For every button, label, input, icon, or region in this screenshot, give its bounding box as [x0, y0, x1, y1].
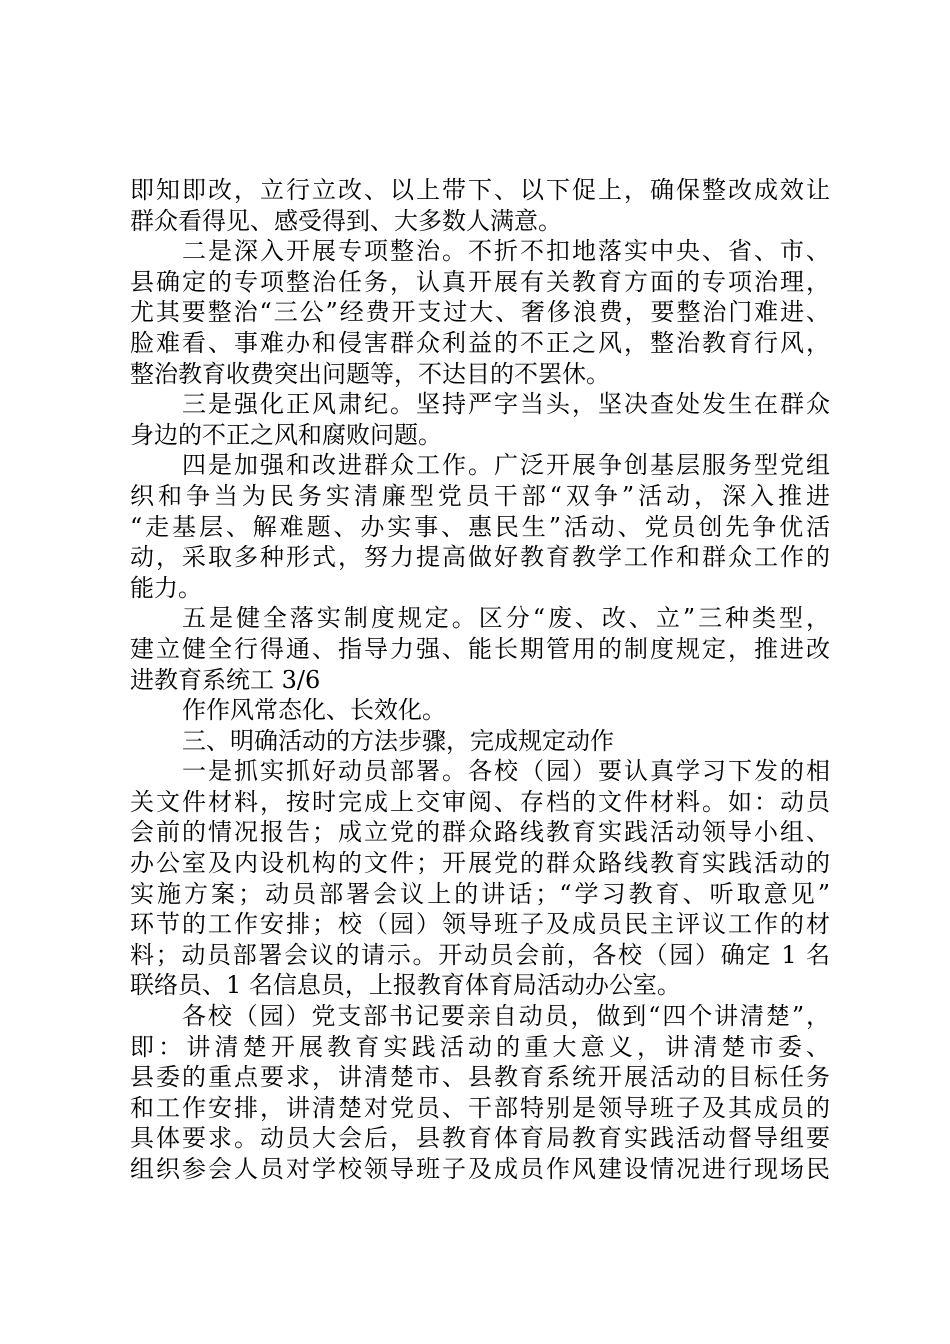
text-line: 联络员、1 名信息员，上报教育体育局活动办公室。 — [130, 971, 681, 1000]
text-line: 二是深入开展专项整治。不折不扣地落实中央、省、市、 — [182, 237, 830, 266]
text-line: 脸难看、事难办和侵害群众利益的不正之风，整治教育行风， — [130, 328, 830, 357]
text-line: 能力。 — [130, 573, 202, 602]
text-line: 办公室及内设机构的文件；开展党的群众路线教育实践活动的 — [130, 849, 830, 878]
text-line: 建立健全行得通、指导力强、能长期管用的制度规定，推进改 — [130, 634, 830, 663]
text-line: 组织参会人员对学校领导班子及成员作风建设情况进行现场民 — [130, 1155, 830, 1183]
text-line: 三是强化正风肃纪。坚持严字当头，坚决查处发生在群众 — [182, 390, 830, 419]
text-line: 尤其要整治“三公”经费开支过大、奢侈浪费，要整治门难进、 — [130, 298, 830, 327]
text-line: 具体要求。动员大会后，县教育体育局教育实践活动督导组要 — [130, 1124, 830, 1153]
section-heading: 三、明确活动的方法步骤，完成规定动作 — [182, 726, 614, 755]
text-line: 环节的工作安排；校（园）领导班子及成员民主评议工作的材 — [130, 910, 830, 939]
text-line: 动，采取多种形式，努力提高做好教育教学工作和群众工作的 — [130, 543, 830, 572]
text-line: 整治教育收费突出问题等，不达目的不罢休。 — [130, 359, 610, 388]
text-line: 县委的重点要求，讲清楚市、县教育系统开展活动的目标任务 — [130, 1063, 830, 1092]
text-line: 五是健全落实制度规定。区分“废、改、立”三种类型， — [182, 604, 830, 633]
text-line: 和工作安排，讲清楚对党员、干部特别是领导班子及其成员的 — [130, 1093, 830, 1122]
text-line: 实施方案；动员部署会议上的讲话；“学习教育、听取意见” — [130, 879, 830, 908]
text-line: 各校（园）党支部书记要亲自动员，做到“四个讲清楚”， — [182, 1002, 830, 1031]
text-line: 县确定的专项整治任务，认真开展有关教育方面的专项治理， — [130, 267, 830, 296]
text-line: 织和争当为民务实清廉型党员干部“双争”活动，深入推进 — [130, 481, 830, 510]
text-line: 群众看得见、感受得到、大多数人满意。 — [130, 206, 562, 235]
text-line: 进教育系统工 3/6 — [130, 665, 321, 694]
text-line: “走基层、解难题、办实事、惠民生”活动、党员创先争优活 — [130, 512, 830, 541]
text-line: 身边的不正之风和腐败问题。 — [130, 420, 442, 449]
text-line: 即知即改，立行立改、以上带下、以下促上，确保整改成效让 — [130, 176, 830, 204]
text-line: 会前的情况报告；成立党的群众路线教育实践活动领导小组、 — [130, 818, 830, 847]
text-line: 即：讲清楚开展教育实践活动的重大意义，讲清楚市委、 — [130, 1032, 830, 1061]
text-line: 关文件材料，按时完成上交审阅、存档的文件材料。如：动员 — [130, 787, 830, 816]
text-line: 一是抓实抓好动员部署。各校（园）要认真学习下发的相 — [182, 757, 830, 786]
text-line: 作作风常态化、长效化。 — [182, 696, 446, 725]
text-line: 四是加强和改进群众工作。广泛开展争创基层服务型党组 — [182, 451, 830, 480]
body-text — [130, 175, 830, 1185]
text-line: 料；动员部署会议的请示。开动员会前，各校（园）确定 1 名 — [130, 940, 830, 969]
